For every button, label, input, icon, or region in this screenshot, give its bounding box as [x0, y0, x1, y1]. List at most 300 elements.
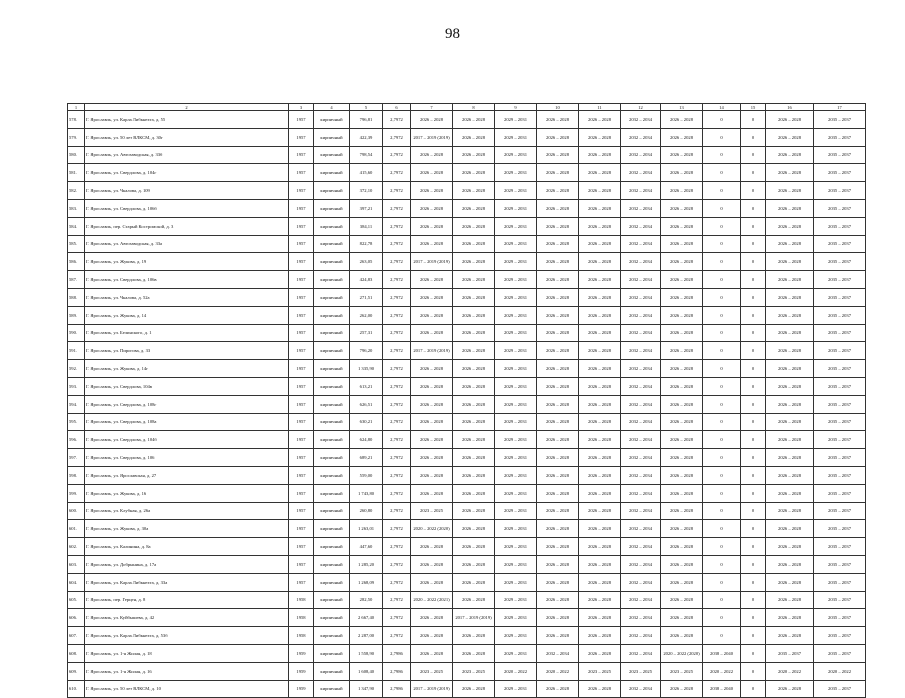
table-cell: 2026 – 2028: [453, 199, 495, 217]
table-cell: 0: [703, 271, 741, 289]
header-row: [68, 104, 866, 111]
table-cell: кирпичный: [314, 591, 350, 609]
table-cell: 1957: [289, 164, 314, 182]
table-cell: 2026 – 2028: [453, 591, 495, 609]
table-cell: 0: [741, 288, 766, 306]
table-row: [68, 164, 866, 182]
table-cell: 2023 – 2025: [661, 662, 703, 680]
table-cell: 0: [741, 680, 766, 698]
table-cell: 2035 – 2037: [814, 413, 866, 431]
table-cell: 2026 – 2028: [411, 235, 453, 253]
table-cell: 2026 – 2028: [661, 217, 703, 235]
table-cell: кирпичный: [314, 342, 350, 360]
table-cell: 2,7972: [383, 288, 411, 306]
header-cell: 2: [85, 104, 289, 111]
table-cell: 282,50: [350, 591, 383, 609]
table-cell: 0: [741, 253, 766, 271]
table-cell: 2026 – 2028: [766, 395, 814, 413]
table-cell: 2023 – 2025: [411, 502, 453, 520]
table-cell: 1957: [289, 306, 314, 324]
table-cell: 0: [703, 395, 741, 413]
address-cell: Г. Ярославль, ул. Жукова, д. 14г: [85, 360, 289, 378]
table-row: [68, 235, 866, 253]
table-cell: 2026 – 2028: [453, 520, 495, 538]
table-cell: 2,7972: [383, 466, 411, 484]
table-cell: 2026 – 2028: [766, 128, 814, 146]
table-cell: 2,7972: [383, 306, 411, 324]
row-number-cell: 599.: [68, 484, 85, 502]
table-cell: 2,7972: [383, 431, 411, 449]
table-cell: 2026 – 2028: [411, 644, 453, 662]
table-cell: 2026 – 2028: [661, 555, 703, 573]
table-cell: 822,78: [350, 235, 383, 253]
address-cell: Г. Ярославль, ул. 1-я Жилая, д. 18: [85, 644, 289, 662]
table-cell: 1957: [289, 413, 314, 431]
table-cell: 2020 – 2022 (2020): [661, 644, 703, 662]
table-cell: 1957: [289, 111, 314, 129]
table-cell: 2026 – 2028: [411, 271, 453, 289]
table-cell: 2026 – 2028: [661, 128, 703, 146]
table-cell: 2,7972: [383, 538, 411, 556]
row-number-cell: 593.: [68, 377, 85, 395]
table-cell: кирпичный: [314, 555, 350, 573]
table-cell: 2026 – 2028: [453, 146, 495, 164]
header-cell: 15: [741, 104, 766, 111]
table-cell: 2026 – 2028: [411, 164, 453, 182]
table-cell: 2032 – 2034: [621, 449, 661, 467]
table-cell: 2029 – 2031: [495, 591, 537, 609]
table-cell: 2026 – 2028: [411, 360, 453, 378]
table-row: [68, 128, 866, 146]
table-cell: 624,80: [350, 431, 383, 449]
table-cell: 2,7972: [383, 253, 411, 271]
table-cell: 271,51: [350, 288, 383, 306]
table-row: [68, 538, 866, 556]
table-cell: 2032 – 2034: [621, 164, 661, 182]
table-cell: 2026 – 2028: [661, 146, 703, 164]
table-cell: 2035 – 2037: [814, 377, 866, 395]
table-cell: кирпичный: [314, 431, 350, 449]
table-cell: 2029 – 2031: [495, 182, 537, 200]
table-cell: 2026 – 2028: [661, 466, 703, 484]
table-cell: 2,7972: [383, 591, 411, 609]
table-cell: 2032 – 2034: [621, 253, 661, 271]
table-cell: 2026 – 2028: [766, 288, 814, 306]
table-cell: 424,83: [350, 271, 383, 289]
table-cell: 559,00: [350, 466, 383, 484]
table-cell: 1 608,40: [350, 662, 383, 680]
row-number-cell: 584.: [68, 217, 85, 235]
address-cell: Г. Ярославль, ул. 1-я Жилая, д. 16: [85, 662, 289, 680]
header-cell: 5: [350, 104, 383, 111]
table-cell: 613,21: [350, 377, 383, 395]
table-cell: кирпичный: [314, 502, 350, 520]
table-cell: 2026 – 2028: [537, 111, 579, 129]
table-cell: 2026 – 2028: [453, 217, 495, 235]
table-cell: 2026 – 2028: [661, 609, 703, 627]
table-cell: 2026 – 2028: [579, 609, 621, 627]
table-row: [68, 520, 866, 538]
header-cell: 1: [68, 104, 85, 111]
table-cell: 2026 – 2028: [766, 502, 814, 520]
table-cell: 2032 – 2034: [621, 360, 661, 378]
table-cell: 2026 – 2028: [661, 538, 703, 556]
table-cell: 2026 – 2028: [661, 111, 703, 129]
table-cell: 0: [741, 164, 766, 182]
header-cell: 10: [537, 104, 579, 111]
table-cell: 2032 – 2034: [621, 484, 661, 502]
address-cell: Г. Ярославль, ул. Свердлова, д. 106в: [85, 271, 289, 289]
table-cell: 2032 – 2034: [621, 324, 661, 342]
table-cell: 2026 – 2028: [661, 449, 703, 467]
table-cell: кирпичный: [314, 217, 350, 235]
table-row: [68, 662, 866, 680]
table-cell: 2026 – 2028: [453, 573, 495, 591]
table-row: [68, 573, 866, 591]
table-cell: 1957: [289, 395, 314, 413]
table-cell: 2035 – 2037: [814, 609, 866, 627]
table-cell: 2026 – 2028: [453, 466, 495, 484]
table-cell: 2026 – 2028: [579, 111, 621, 129]
table-cell: 1957: [289, 360, 314, 378]
table-cell: 2032 – 2034: [621, 288, 661, 306]
address-cell: Г. Ярославль, ул. Калинина, д. 8а: [85, 538, 289, 556]
table-cell: 2026 – 2028: [579, 627, 621, 645]
table-cell: 0: [703, 324, 741, 342]
table-cell: кирпичный: [314, 164, 350, 182]
table-cell: 0: [741, 644, 766, 662]
table-cell: 2029 – 2031: [495, 111, 537, 129]
table-cell: кирпичный: [314, 128, 350, 146]
table-cell: 2026 – 2028: [537, 199, 579, 217]
address-cell: Г. Ярославль, ул. Жукова, д. 16: [85, 484, 289, 502]
row-number-cell: 589.: [68, 306, 85, 324]
table-cell: 2026 – 2028: [766, 111, 814, 129]
row-number-cell: 600.: [68, 502, 85, 520]
table-cell: 0: [741, 111, 766, 129]
table-cell: кирпичный: [314, 395, 350, 413]
table-cell: 2032 – 2034: [621, 680, 661, 698]
table-cell: 2026 – 2028: [766, 146, 814, 164]
table-cell: 2032 – 2034: [621, 431, 661, 449]
table-row: [68, 146, 866, 164]
table-cell: 0: [741, 484, 766, 502]
table-cell: 2026 – 2028: [579, 644, 621, 662]
table-cell: 2026 – 2028: [661, 377, 703, 395]
table-cell: 2026 – 2028: [579, 128, 621, 146]
table-cell: кирпичный: [314, 609, 350, 627]
table-cell: 2029 – 2031: [495, 502, 537, 520]
table-cell: 2035 – 2037: [814, 466, 866, 484]
table-cell: 2029 – 2031: [495, 573, 537, 591]
table-cell: 2029 – 2031: [495, 538, 537, 556]
table-cell: 2026 – 2028: [766, 609, 814, 627]
table-cell: 2026 – 2028: [579, 271, 621, 289]
address-cell: Г. Ярославль, ул. 50 лет ВЛКСМ, д. 30г: [85, 128, 289, 146]
table-cell: 689,21: [350, 449, 383, 467]
table-cell: 2035 – 2037: [814, 271, 866, 289]
address-cell: Г. Ярославль, ул. Жукова, д. 19: [85, 253, 289, 271]
table-cell: 2026 – 2028: [579, 538, 621, 556]
table-cell: 1957: [289, 502, 314, 520]
table-cell: 2020 – 2022 (2020): [411, 520, 453, 538]
table-cell: 0: [741, 271, 766, 289]
table-cell: 2017 – 2019 (2019): [411, 128, 453, 146]
table-cell: 2026 – 2028: [579, 520, 621, 538]
row-number-cell: 604.: [68, 573, 85, 591]
table-cell: 0: [741, 466, 766, 484]
table-cell: 2,7972: [383, 449, 411, 467]
table-cell: 2032 – 2034: [621, 128, 661, 146]
table-cell: 2026 – 2028: [453, 449, 495, 467]
table-cell: 2026 – 2028: [579, 484, 621, 502]
table-row: [68, 111, 866, 129]
address-cell: Г. Ярославль, ул. Свердлова, д. 106: [85, 449, 289, 467]
table-cell: 2026 – 2028: [537, 573, 579, 591]
row-number-cell: 580.: [68, 146, 85, 164]
table-cell: кирпичный: [314, 377, 350, 395]
table-cell: 0: [703, 538, 741, 556]
table-cell: 2026 – 2028: [766, 520, 814, 538]
table-cell: 1957: [289, 217, 314, 235]
table-cell: 2032 – 2034: [621, 466, 661, 484]
header-cell: 3: [289, 104, 314, 111]
table-cell: 2026 – 2028: [579, 235, 621, 253]
address-cell: Г. Ярославль, ул. Жукова, д. 14: [85, 306, 289, 324]
table-cell: 2029 – 2031: [495, 555, 537, 573]
table-cell: 2,7972: [383, 609, 411, 627]
table-cell: 0: [703, 235, 741, 253]
table-cell: 2,7972: [383, 235, 411, 253]
address-cell: Г. Ярославль, ул. Свердлова, д. 104б: [85, 431, 289, 449]
table-cell: 2026 – 2028: [411, 466, 453, 484]
table-cell: 384,11: [350, 217, 383, 235]
address-cell: Г. Ярославль, ул. Чкалова, д. 109: [85, 182, 289, 200]
table-cell: 2,7972: [383, 484, 411, 502]
header-cell: 16: [766, 104, 814, 111]
table-cell: 2026 – 2028: [766, 199, 814, 217]
table-cell: 2026 – 2028: [453, 395, 495, 413]
table-cell: 2026 – 2028: [766, 324, 814, 342]
table-cell: 2026 – 2028: [453, 413, 495, 431]
table-cell: 2026 – 2028: [537, 538, 579, 556]
table-cell: 0: [703, 627, 741, 645]
row-number-cell: 579.: [68, 128, 85, 146]
table-cell: 1 347,90: [350, 680, 383, 698]
table-cell: 447,60: [350, 538, 383, 556]
table-cell: 2,7972: [383, 199, 411, 217]
table-cell: 0: [741, 377, 766, 395]
row-number-cell: 606.: [68, 609, 85, 627]
table-row: [68, 609, 866, 627]
table-cell: 2026 – 2028: [453, 253, 495, 271]
header-cell: 11: [579, 104, 621, 111]
table-cell: 1957: [289, 235, 314, 253]
table-cell: 2026 – 2028: [411, 555, 453, 573]
table-cell: 2026 – 2028: [411, 538, 453, 556]
table-cell: 2026 – 2028: [661, 164, 703, 182]
row-number-cell: 590.: [68, 324, 85, 342]
table-cell: 0: [703, 342, 741, 360]
table-row: [68, 342, 866, 360]
table-cell: 2026 – 2028: [766, 217, 814, 235]
table-cell: 1959: [289, 680, 314, 698]
table-cell: 2029 – 2031: [495, 466, 537, 484]
table-cell: 2026 – 2028: [579, 306, 621, 324]
table-cell: 372,10: [350, 182, 383, 200]
table-cell: 2017 – 2019 (2019): [411, 680, 453, 698]
table-cell: 2026 – 2028: [453, 680, 495, 698]
header-cell: 6: [383, 104, 411, 111]
table-row: [68, 431, 866, 449]
table-cell: 2026 – 2028: [766, 360, 814, 378]
page-number: 98: [445, 26, 460, 42]
address-cell: Г. Ярославль, ул. Карла Либкнехта, д. 55: [85, 111, 289, 129]
table-cell: 2026 – 2028: [537, 164, 579, 182]
table-cell: 798,54: [350, 146, 383, 164]
table-cell: 2026 – 2028: [661, 520, 703, 538]
table-cell: 2026 – 2028: [537, 306, 579, 324]
table-cell: 1957: [289, 146, 314, 164]
row-number-cell: 585.: [68, 235, 85, 253]
table-cell: 1959: [289, 662, 314, 680]
table-cell: 796,20: [350, 342, 383, 360]
table-cell: 2020 – 2022: [537, 662, 579, 680]
table-cell: 2026 – 2028: [766, 413, 814, 431]
address-cell: Г. Ярославль, ул. Белинского, д. 1: [85, 324, 289, 342]
table-cell: 2029 – 2031: [495, 395, 537, 413]
table-cell: 2032 – 2034: [621, 342, 661, 360]
address-cell: Г. Ярославль, ул. Ярославская, д. 27: [85, 466, 289, 484]
table-cell: 2,7972: [383, 146, 411, 164]
table-cell: 1957: [289, 555, 314, 573]
table-cell: 2026 – 2028: [579, 324, 621, 342]
table-cell: 2029 – 2031: [495, 431, 537, 449]
table-cell: 2026 – 2028: [766, 342, 814, 360]
header-cell: 14: [703, 104, 741, 111]
table-cell: 2 287,00: [350, 627, 383, 645]
table-cell: 2026 – 2028: [766, 591, 814, 609]
table-cell: 1 335,90: [350, 360, 383, 378]
row-number-cell: 597.: [68, 449, 85, 467]
header-cell: 12: [621, 104, 661, 111]
table-cell: кирпичный: [314, 662, 350, 680]
table-cell: 2026 – 2028: [453, 502, 495, 520]
row-number-cell: 578.: [68, 111, 85, 129]
row-number-cell: 588.: [68, 288, 85, 306]
table-cell: 0: [741, 591, 766, 609]
table-cell: 2,7972: [383, 413, 411, 431]
table-cell: 0: [703, 609, 741, 627]
table-cell: 2026 – 2028: [537, 182, 579, 200]
table-cell: 2026 – 2028: [766, 555, 814, 573]
table-cell: 2029 – 2031: [495, 449, 537, 467]
table-cell: 2017 – 2019 (2019): [411, 342, 453, 360]
table-cell: 0: [741, 199, 766, 217]
table-cell: 2026 – 2028: [411, 627, 453, 645]
table-cell: 2029 – 2031: [495, 627, 537, 645]
table-cell: 2035 – 2037: [814, 555, 866, 573]
table-cell: 2026 – 2028: [537, 449, 579, 467]
table-cell: 2026 – 2028: [766, 573, 814, 591]
table-cell: 1 263,01: [350, 520, 383, 538]
table-cell: 2026 – 2028: [579, 360, 621, 378]
table-cell: 2032 – 2034: [537, 644, 579, 662]
table-cell: 2029 – 2031: [495, 360, 537, 378]
table-cell: 2026 – 2028: [453, 627, 495, 645]
table-cell: 0: [741, 662, 766, 680]
table-cell: кирпичный: [314, 288, 350, 306]
table-cell: 2026 – 2028: [766, 271, 814, 289]
table-cell: 2026 – 2028: [411, 306, 453, 324]
table-cell: 2026 – 2028: [537, 288, 579, 306]
table-cell: 2026 – 2028: [453, 431, 495, 449]
table-cell: 2,7972: [383, 395, 411, 413]
table-cell: 2020 – 2022: [814, 662, 866, 680]
table-cell: 2035 – 2037: [814, 395, 866, 413]
table-cell: 2029 – 2031: [495, 235, 537, 253]
table-cell: 2026 – 2028: [766, 680, 814, 698]
table-cell: 2026 – 2028: [537, 431, 579, 449]
table-cell: 1957: [289, 271, 314, 289]
table-cell: 1 743,80: [350, 484, 383, 502]
table-cell: 1957: [289, 431, 314, 449]
table-cell: 2023 – 2025: [579, 662, 621, 680]
table-cell: 2026 – 2028: [579, 395, 621, 413]
table-cell: 2038 – 2040: [703, 680, 741, 698]
table-cell: 0: [703, 520, 741, 538]
table-cell: 2026 – 2028: [411, 449, 453, 467]
table-cell: 2017 – 2019 (2019): [411, 253, 453, 271]
table-cell: 2,7986: [383, 662, 411, 680]
table-cell: 2032 – 2034: [621, 413, 661, 431]
table-cell: 2032 – 2034: [621, 627, 661, 645]
row-number-cell: 592.: [68, 360, 85, 378]
table-cell: 0: [741, 342, 766, 360]
table-cell: 2026 – 2028: [661, 306, 703, 324]
table-cell: 2,7972: [383, 342, 411, 360]
table-cell: 2035 – 2037: [814, 342, 866, 360]
table-cell: 2026 – 2028: [766, 164, 814, 182]
table-cell: кирпичный: [314, 627, 350, 645]
table-cell: 2029 – 2031: [495, 253, 537, 271]
row-number-cell: 583.: [68, 199, 85, 217]
table-cell: 2029 – 2031: [495, 644, 537, 662]
table-cell: 1957: [289, 288, 314, 306]
table-cell: кирпичный: [314, 538, 350, 556]
table-cell: 1957: [289, 538, 314, 556]
table-cell: 0: [703, 306, 741, 324]
table-row: [68, 484, 866, 502]
table-cell: 2026 – 2028: [411, 377, 453, 395]
table-row: [68, 217, 866, 235]
table-cell: 2026 – 2028: [661, 413, 703, 431]
table-cell: 2026 – 2028: [766, 484, 814, 502]
table-cell: 415,60: [350, 164, 383, 182]
header-cell: 8: [453, 104, 495, 111]
table-cell: 2035 – 2037: [814, 306, 866, 324]
table-cell: 2035 – 2037: [814, 324, 866, 342]
table-cell: 2026 – 2028: [537, 253, 579, 271]
table-cell: 2 667,40: [350, 609, 383, 627]
table-cell: 2026 – 2028: [411, 413, 453, 431]
table-cell: 2026 – 2028: [661, 342, 703, 360]
row-number-cell: 581.: [68, 164, 85, 182]
table-cell: 2026 – 2028: [537, 502, 579, 520]
table-cell: 2,7972: [383, 324, 411, 342]
table-cell: кирпичный: [314, 324, 350, 342]
table-cell: 0: [703, 164, 741, 182]
